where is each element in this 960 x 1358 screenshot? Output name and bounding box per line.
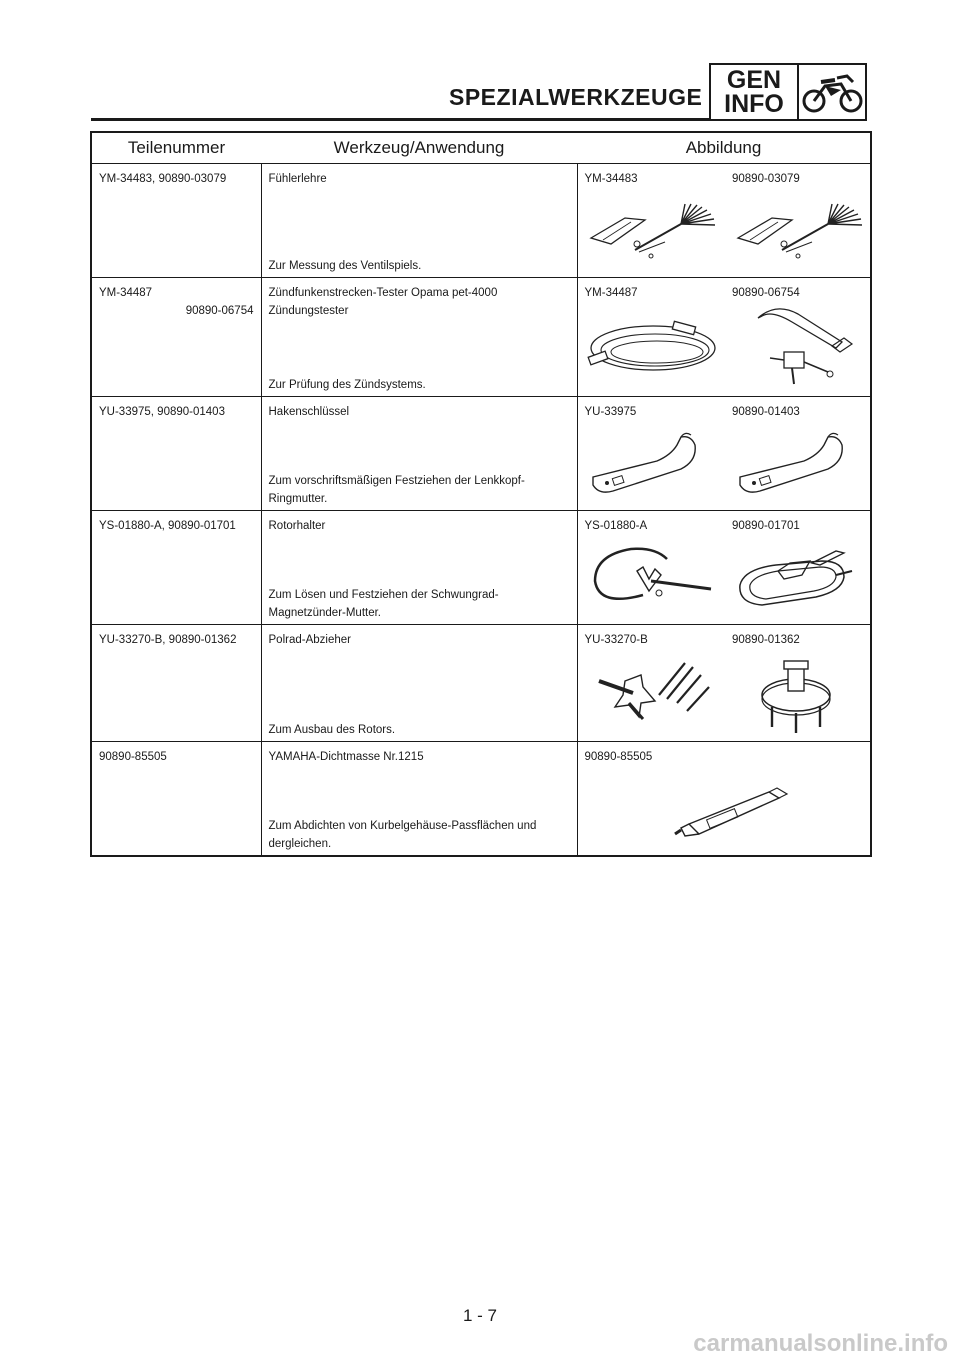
flywheel-puller-illustration xyxy=(732,655,866,735)
section-badge xyxy=(709,63,867,121)
tool-name: Hakenschlüssel xyxy=(268,406,350,418)
tool-name: Polrad-Abzieher xyxy=(268,634,351,646)
table-header-row xyxy=(91,132,871,164)
feeler-gauge-illustration xyxy=(732,194,866,266)
ignition-tester-illustration xyxy=(732,308,866,390)
tool-name: Fühlerlehre xyxy=(268,173,327,185)
rotor-holder-illustration xyxy=(585,541,719,613)
tool-name: YAMAHA-Dichtmasse Nr.1215 xyxy=(268,751,424,763)
illustration-label: 90890-03079 xyxy=(732,173,800,185)
hook-wrench-illustration xyxy=(585,427,719,499)
column-header-tool-usage: Werkzeug/Anwendung xyxy=(261,132,577,164)
column-header-part-number: Teilenummer xyxy=(91,132,261,164)
table-row xyxy=(91,397,871,511)
illustration-label: 90890-85505 xyxy=(584,751,653,763)
tool-name: Rotorhalter xyxy=(268,520,326,532)
illustration-label: YU-33975 xyxy=(584,406,637,418)
part-number: YM-34483, 90890-03079 xyxy=(99,173,227,185)
part-number: 90890-85505 xyxy=(99,751,167,763)
badge-label-gen: GEN xyxy=(726,66,782,94)
tool-usage: Zum Abdichten von Kurbelgehäuse-Passflächen und dergleichen. xyxy=(268,820,537,850)
table-row xyxy=(91,742,871,857)
ignition-tester-illustration xyxy=(585,308,719,380)
table-row xyxy=(91,164,871,278)
page-title: SPEZIALWERKZEUGE xyxy=(449,84,703,110)
sealant-tube-illustration xyxy=(585,772,865,844)
table-row xyxy=(91,278,871,397)
tool-name: Zündfunkenstrecken-Tester Opama pet-4000 xyxy=(268,287,498,299)
part-number: YM-34487 xyxy=(99,287,153,299)
illustration-label: YM-34487 xyxy=(584,287,638,299)
special-tools-table xyxy=(90,131,872,857)
part-number-alt: 90890-06754 xyxy=(185,305,254,317)
table-row xyxy=(91,625,871,742)
rotor-holder-illustration xyxy=(732,541,866,613)
header-rule xyxy=(91,118,709,121)
illustration-label: 90890-06754 xyxy=(732,287,800,299)
tool-usage: Zur Prüfung des Zündsystems. xyxy=(268,379,426,391)
illustration-label: YM-34483 xyxy=(584,173,638,185)
table-row xyxy=(91,511,871,625)
hook-wrench-illustration xyxy=(732,427,866,499)
illustration-label: 90890-01403 xyxy=(732,406,800,418)
illustration-label: YS-01880-A xyxy=(584,520,648,532)
part-number: YS-01880-A, 90890-01701 xyxy=(99,520,236,532)
tool-usage: Zur Messung des Ventilspiels. xyxy=(268,260,422,272)
tool-name-alt: Zündungstester xyxy=(268,305,349,317)
illustration-label: 90890-01362 xyxy=(732,634,800,646)
motorcycle-icon xyxy=(799,65,865,119)
page-number: 1 - 7 xyxy=(462,1306,498,1325)
column-header-illustration: Abbildung xyxy=(577,132,871,164)
feeler-gauge-illustration xyxy=(585,194,719,266)
part-number: YU-33270-B, 90890-01362 xyxy=(99,634,237,646)
tool-usage: Zum Ausbau des Rotors. xyxy=(268,724,396,736)
watermark: carmanualsonline.info xyxy=(693,1330,948,1357)
flywheel-puller-illustration xyxy=(585,655,719,727)
tool-usage: Zum vorschriftsmäßigen Festziehen der Lenkkopf-Ringmutter. xyxy=(268,475,525,505)
part-number: YU-33975, 90890-01403 xyxy=(99,406,225,418)
illustration-label: 90890-01701 xyxy=(732,520,800,532)
badge-label-info: INFO xyxy=(724,90,784,118)
tool-usage: Zum Lösen und Festziehen der Schwungrad-Magnetzünder-Mutter. xyxy=(268,589,499,619)
illustration-label: YU-33270-B xyxy=(584,634,648,646)
